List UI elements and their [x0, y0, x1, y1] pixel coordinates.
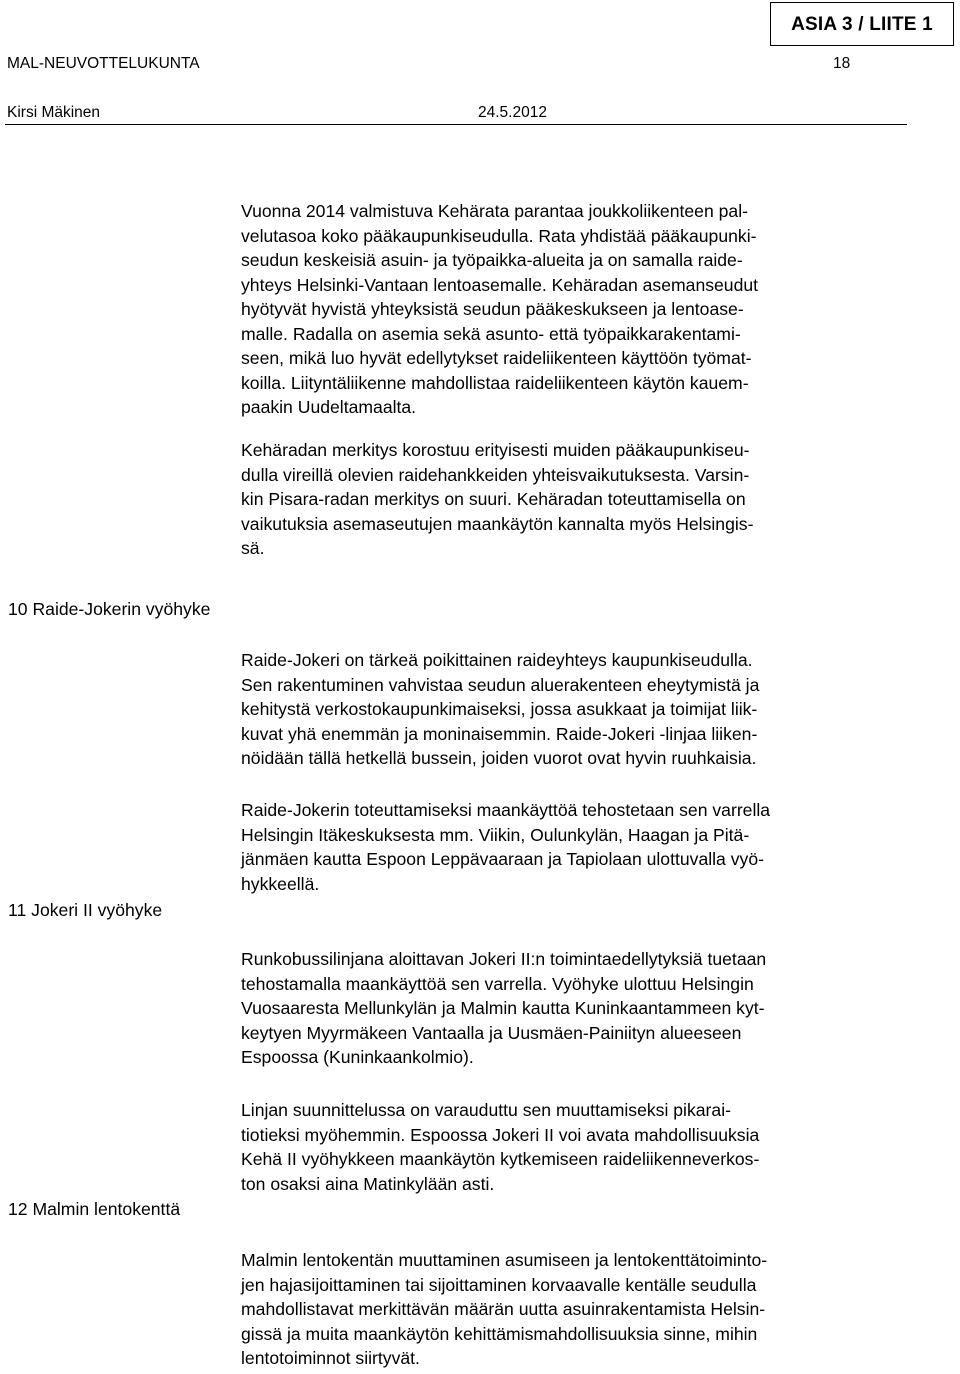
text-line: Vuonna 2014 valmistuva Kehärata parantaa joukkoliikenteen pal- — [241, 201, 748, 221]
text-line: paakin Uudeltamaalta. — [241, 397, 417, 417]
text-line: sä. — [241, 538, 265, 558]
text-line: ton osaksi aina Matinkylään asti. — [241, 1173, 495, 1194]
text-line: yhteys Helsinki-Vantaan lentoasemalle. Kehäradan asemanseudut — [241, 274, 759, 295]
section-heading-11: 11 Jokeri II vyöhyke — [8, 900, 163, 920]
text-line: hykkeellä. — [241, 873, 320, 894]
text-line: Runkobussilinjana aloittavan Jokeri II:n toimintaedellytyksiä tuetaan — [241, 949, 767, 969]
section-heading-12: 12 Malmin lentokenttä — [8, 1199, 181, 1219]
text-line: Raide-Jokeri on tärkeä poikittainen raideyhteys kaupunkiseudulla. — [241, 650, 753, 670]
organization-name: MAL-NEUVOTTELUKUNTA — [7, 55, 200, 72]
text-line: tehostamalla maankäyttöä sen varrella. Vyöhyke ulottuu Helsingin — [241, 973, 754, 994]
text-line: kehitystä verkostokaupunkimaiseksi, jossa asukkaat ja toimijat liik- — [241, 699, 758, 719]
text-line: vaikutuksia asemaseutujen maankäytön kannalta myös Helsingis- — [241, 513, 754, 534]
text-line: kin Pisara-radan merkitys on suuri. Kehäradan toteuttamisella on — [241, 489, 746, 509]
text-line: Malmin lentokentän muuttaminen asumiseen ja lentokenttätoiminto- — [241, 1250, 768, 1270]
text-line: hyötyvät hyvistä yhteyksistä seudun pääkeskukseen ja lentoase- — [241, 299, 744, 319]
text-line: keytyen Myyrmäkeen Vantaalla ja Uusmäen-Painiityn alueeseen — [241, 1022, 742, 1043]
section-heading-10: 10 Raide-Jokerin vyöhyke — [8, 599, 211, 619]
text-line: lentotoiminnot siirtyvät. — [241, 1348, 420, 1368]
text-line: jänmäen kautta Espoon Leppävaaraan ja Tapiolaan ulottuvalla vyö- — [241, 849, 764, 869]
text-line: Vuosaaresta Mellunkylän ja Malmin kautta Kuninkaantammeen kyt- — [241, 998, 765, 1018]
header-divider — [5, 124, 907, 125]
text-line: Espoossa (Kuninkaankolmio). — [241, 1047, 474, 1067]
text-line: dulla vireillä olevien raidehankkeiden yhteisvaikutuksesta. Varsin- — [241, 464, 750, 485]
text-line: nöidään tällä hetkellä bussein, joiden vuorot ovat hyvin ruuhkaisia. — [241, 748, 757, 768]
text-line: Sen rakentuminen vahvistaa seudun aluerakenteen eheytymistä ja — [241, 674, 760, 695]
paragraph-kehärata-significance — [241, 438, 901, 561]
paragraph-kehärata-intro — [241, 199, 901, 420]
text-line: seudun keskeisiä asuin- ja työpaikka-alueita ja on samalla raide- — [241, 250, 743, 270]
text-line: jen hajasijoittaminen tai sijoittaminen korvaavalle kentälle seudulla — [241, 1274, 757, 1295]
page-number: 18 — [833, 55, 851, 72]
paragraph-malmi-airport — [241, 1248, 901, 1371]
paragraph-raide-jokeri-land-use — [241, 798, 901, 896]
text-line: Linjan suunnittelussa on varauduttu sen muuttamiseksi pikarai- — [241, 1100, 731, 1120]
paragraph-jokeri-ii-planning — [241, 1098, 901, 1196]
text-line: kuvat yhä enemmän ja moninaisemmin. Raide-Jokeri -linjaa liiken- — [241, 723, 758, 744]
paragraph-raide-jokeri-intro — [241, 648, 901, 771]
annex-label: ASIA 3 / LIITE 1 — [770, 2, 954, 46]
text-line: Raide-Jokerin toteuttamiseksi maankäyttöä tehostetaan sen varrella — [241, 800, 771, 820]
text-line: tiotieksi myöhemmin. Espoossa Jokeri II voi avata mahdollisuuksia — [241, 1124, 760, 1145]
document-date: 24.5.2012 — [478, 104, 547, 121]
paragraph-jokeri-ii-intro — [241, 947, 901, 1070]
text-line: Kehäradan merkitys korostuu erityisesti muiden pääkaupunkiseu- — [241, 440, 750, 460]
text-line: mahdollistavat merkittävän määrän uutta asuinrakentamista Helsin- — [241, 1299, 766, 1319]
text-line: malle. Radalla on asemia sekä asunto- että työpaikkarakentami- — [241, 323, 741, 344]
text-line: gissä ja muita maankäytön kehittämismahdollisuuksia sinne, mihin — [241, 1323, 758, 1344]
text-line: seen, mikä luo hyvät edellytykset raideliikenteen käyttöön työmat- — [241, 348, 752, 368]
author-name: Kirsi Mäkinen — [7, 104, 101, 121]
text-line: Kehä II vyöhykkeen maankäytön kytkemiseen raideliikenneverkos- — [241, 1149, 760, 1169]
text-line: velutasoa koko pääkaupunkiseudulla. Rata yhdistää pääkaupunki- — [241, 225, 757, 246]
text-line: Helsingin Itäkeskuksesta mm. Viikin, Oulunkylän, Haagan ja Pitä- — [241, 824, 750, 845]
text-line: koilla. Liityntäliikenne mahdollistaa raideliikenteen käytön kauem- — [241, 372, 749, 393]
